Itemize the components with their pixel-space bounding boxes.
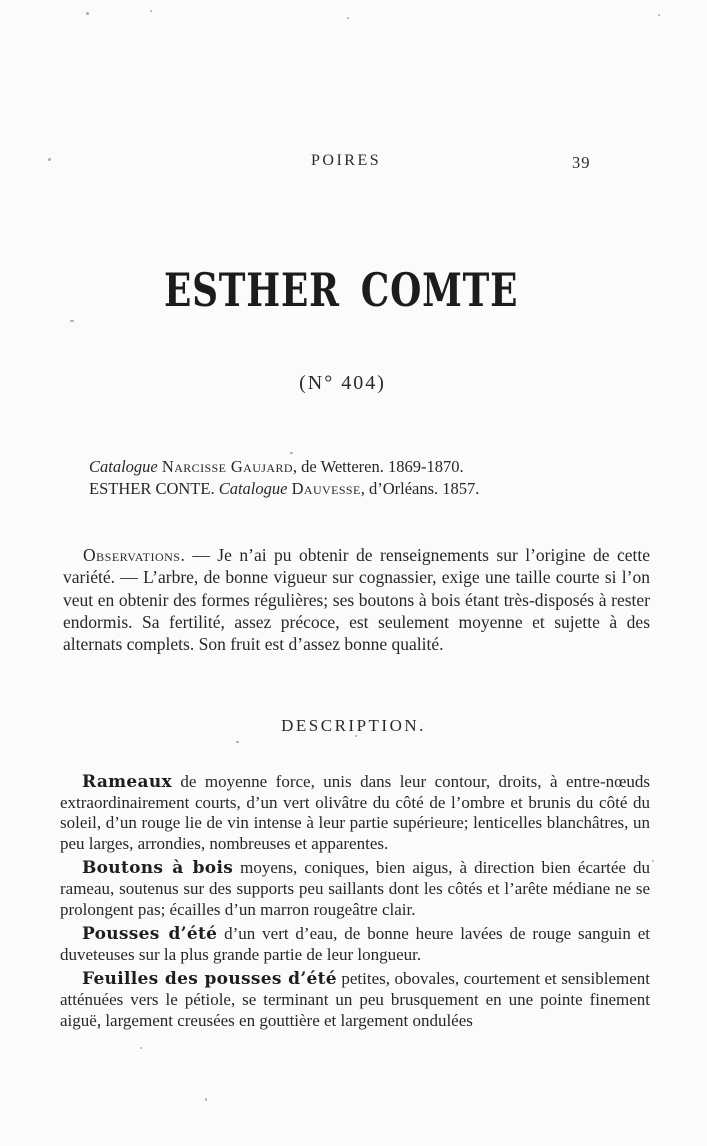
scan-speck xyxy=(347,17,349,19)
paragraph-text: de moyenne force, unis dans leur contour, droits, à entre-nœuds extraordinairement courts, d’un vert olivâtre du côté de l’ombre et brunis du côté du soleil, d’un rouge lie de vin intense à leur partie supérieure; lenticelles blanchâtres, un peu larges, arrondies, nombreuses et apparentes. xyxy=(60,772,650,853)
observations-text: . — Je n’ai pu obtenir de renseignements sur l’origine de cette variété. — L’arbre, de bonne vigueur sur cognassier, exige une taille courte si l’on veut en obtenir des formes régulières; ses boutons à bois étant très-disposés à rester endormis. Sa fertilité, assez précoce, est seulement moyenne et sujette à des alternats complets. Son fruit est d’assez bonne qualité. xyxy=(63,545,650,655)
observations-paragraph xyxy=(63,544,650,655)
catalogue-author: Narcisse Gaujard xyxy=(161,457,293,476)
paragraph-text: petites, obovales, courtement et sensiblement atténuées vers le pétiole, se terminant un peu brusquement en une pointe finement aiguë, largement creusées en gouttière et largement ondulées xyxy=(60,969,650,1030)
paragraph-text: moyens, coniques, bien aigus, à direction bien écartée du rameau, soutenus sur des supports peu saillants dont les côtés et l’arête médiane ne se prolongent pas; écailles d’un marron rougeâtre clair. xyxy=(60,858,650,919)
catalogue-author: Dauvesse xyxy=(291,478,361,498)
scan-speck xyxy=(290,452,293,454)
scan-speck xyxy=(150,10,152,12)
catalogue-detail: , de Wetteren. 1869-1870. xyxy=(292,457,464,476)
observations-label: Observations xyxy=(83,545,181,565)
paragraph-lead: Feuilles des pousses d’été xyxy=(82,969,337,990)
synonymy-block xyxy=(89,456,629,499)
scan-speck xyxy=(652,860,654,862)
paragraph-feuilles-des-pousses-d-ete xyxy=(60,969,650,1031)
paragraph-text: d’un vert d’eau, de bonne heure lavées de rouge sanguin et duveteuses sur la plus grande partie de leur longueur. xyxy=(60,924,650,964)
scan-speck xyxy=(86,12,89,15)
synonym-name: ESTHER CONTE. xyxy=(89,478,215,498)
catalogue-label: Catalogue xyxy=(218,478,288,498)
scan-speck xyxy=(658,14,660,16)
page-title-text: ESTHER COMTE xyxy=(164,263,519,317)
scan-speck xyxy=(140,1047,142,1049)
synonymy-line-2 xyxy=(89,478,629,500)
scan-speck xyxy=(236,741,239,743)
page-header xyxy=(0,152,707,174)
running-title: POIRES xyxy=(311,152,382,169)
synonymy-line-1 xyxy=(89,456,629,478)
paragraph-boutons-a-bois xyxy=(60,858,650,920)
paragraph-lead: Boutons à bois xyxy=(82,858,234,879)
scan-speck xyxy=(70,320,74,322)
page-number: 39 xyxy=(572,153,591,172)
paragraph-lead: Rameaux xyxy=(82,772,172,792)
description-section xyxy=(60,772,650,1035)
description-heading: DESCRIPTION. xyxy=(281,716,426,735)
paragraph-rameaux xyxy=(60,772,650,854)
scan-speck xyxy=(205,1098,207,1101)
catalogue-label: Catalogue xyxy=(89,457,158,476)
variety-number: (N° 404) xyxy=(299,372,386,394)
catalogue-detail: , d’Orléans. 1857. xyxy=(360,478,480,498)
page-title xyxy=(0,263,707,317)
paragraph-lead: Pousses d’été xyxy=(82,924,218,945)
paragraph-pousses-d-ete xyxy=(60,924,650,965)
